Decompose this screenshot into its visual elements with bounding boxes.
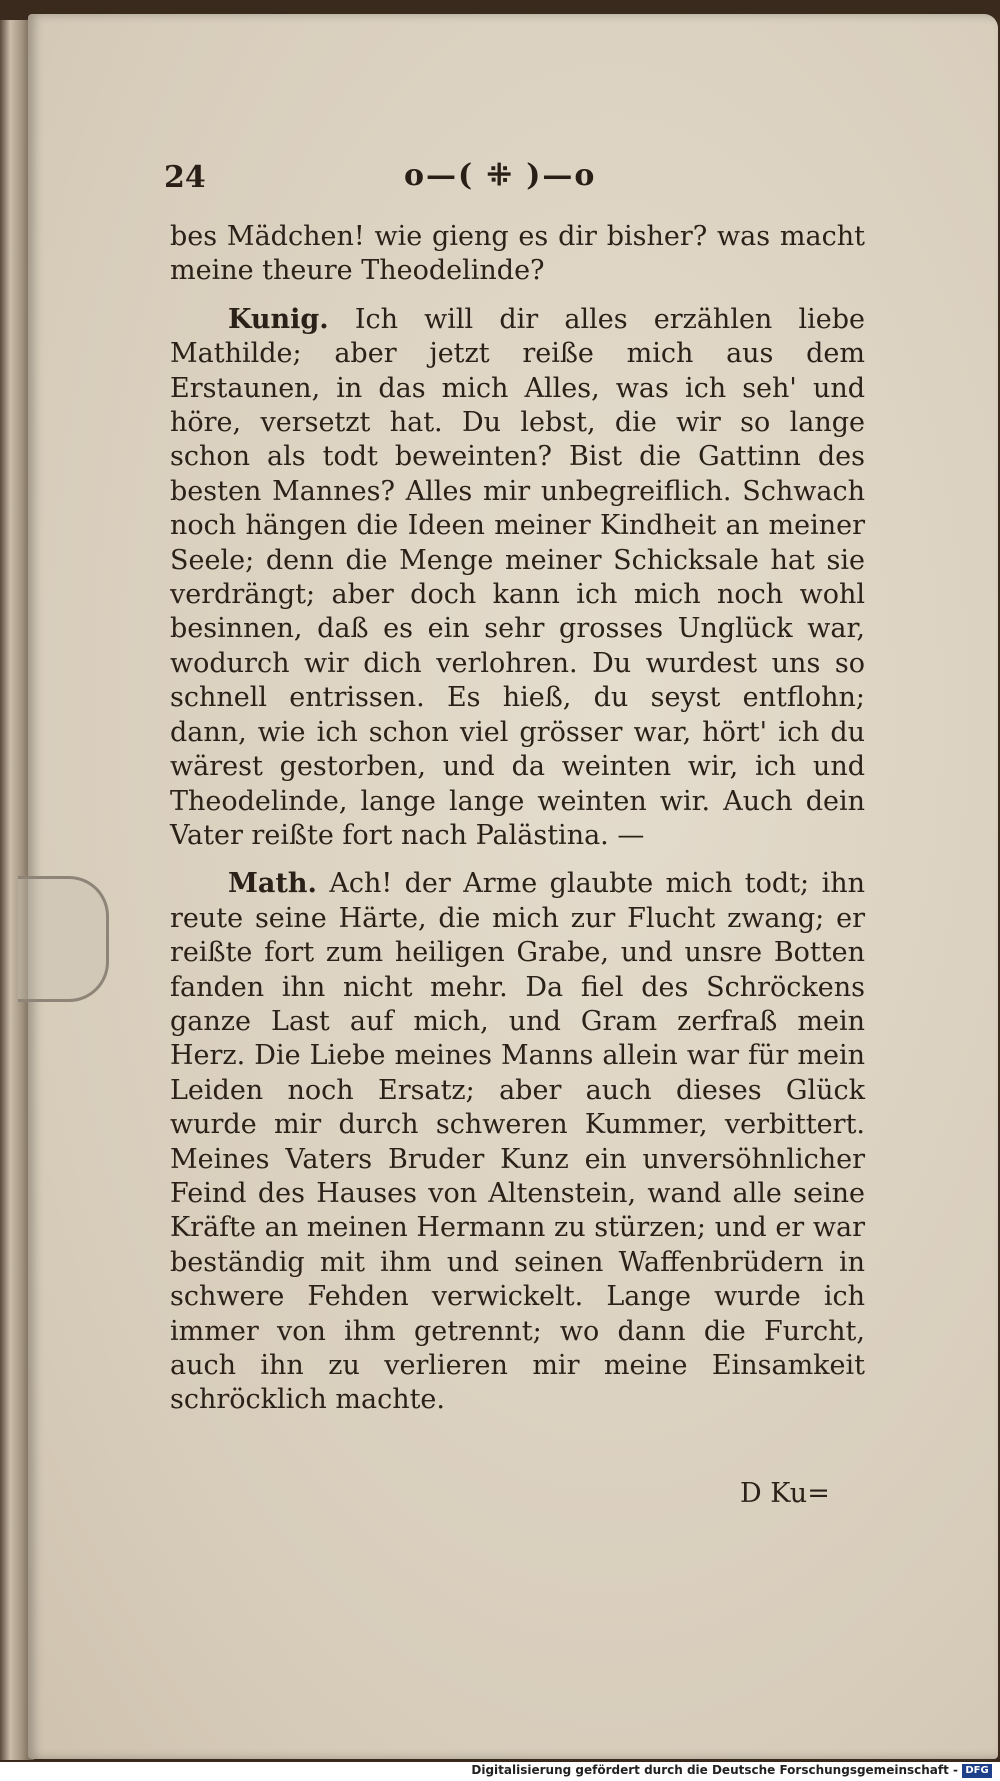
header-ornament: o—( ⁜ )—o — [404, 158, 597, 193]
dfg-logo-icon: DFG — [962, 1764, 992, 1778]
paragraph-text: bes Mädchen! wie gieng es dir bisher? was macht meine theure Theodelinde? — [170, 221, 865, 287]
catchword: D Ku= — [740, 1478, 830, 1509]
body-text — [170, 220, 865, 1418]
page-header — [164, 160, 854, 200]
paragraph-text: Ach! der Arme glaubte mich todt; ihn reute seine Härte, die mich zur Flucht zwang; er reißte fort zum heiligen Grabe, und unsre Botten fanden ihn nicht mehr. Da fiel des Schröckens ganze Last auf mich, und Gram zerfraß mein Herz. Die Liebe meines Manns allein war für mein Leiden noch Ersatz; aber auch dieses Glück wurde mir durch schweren Kummer, verbittert. Meines Vaters Bruder Kunz ein unversöhnlicher Feind des Hauses von Altenstein, wand alle seine Kräfte an meinen Hermann zu stürzen; und er war beständig mit ihm und seinen Waffenbrüdern in schwere Fehden verwickelt. Lange wurde ich immer von ihm getrennt; wo dann die Furcht, auch ihn zu verlieren mir meine Einsamkeit schröcklich machte. — [170, 868, 865, 1416]
paragraph-continuation — [170, 220, 865, 289]
page-number: 24 — [164, 160, 206, 195]
paragraph-text: Ich will dir alles erzählen liebe Mathilde; aber jetzt reiße mich aus dem Erstaunen, in das mich Alles, was ich seh' und höre, versetzt hat. Du lebst, die wir so lange schon als todt beweinten? Bist die Gattinn des besten Mannes? Alles mir unbegreiflich. Schwach noch hängen die Ideen meiner Kindheit an meiner Seele; denn die Menge meiner Schicksale hat sie verdrängt; aber doch kann ich mich noch wohl besinnen, daß es ein sehr grosses Unglück war, wodurch wir dich verlohren. Du wurdest uns so schnell entrissen. Es hieß, du seyst entflohn; dann, wie ich schon viel grösser war, hört' ich du wärest gestorben, und da weinten wir, ich und Theodelinde, lange lange weinten wir. Auch dein Vater reißte fort nach Palästina. — — [170, 303, 865, 851]
speaker-name: Math. — [228, 868, 317, 900]
speaker-name: Kunig. — [228, 303, 329, 335]
paragraph-kunig — [170, 303, 865, 854]
digitization-credit: Digitalisierung gefördert durch die Deutsche Forschungsgemeinschaft - — [471, 1763, 958, 1777]
paragraph-mathilde — [170, 867, 865, 1418]
page-clip — [18, 876, 109, 1002]
